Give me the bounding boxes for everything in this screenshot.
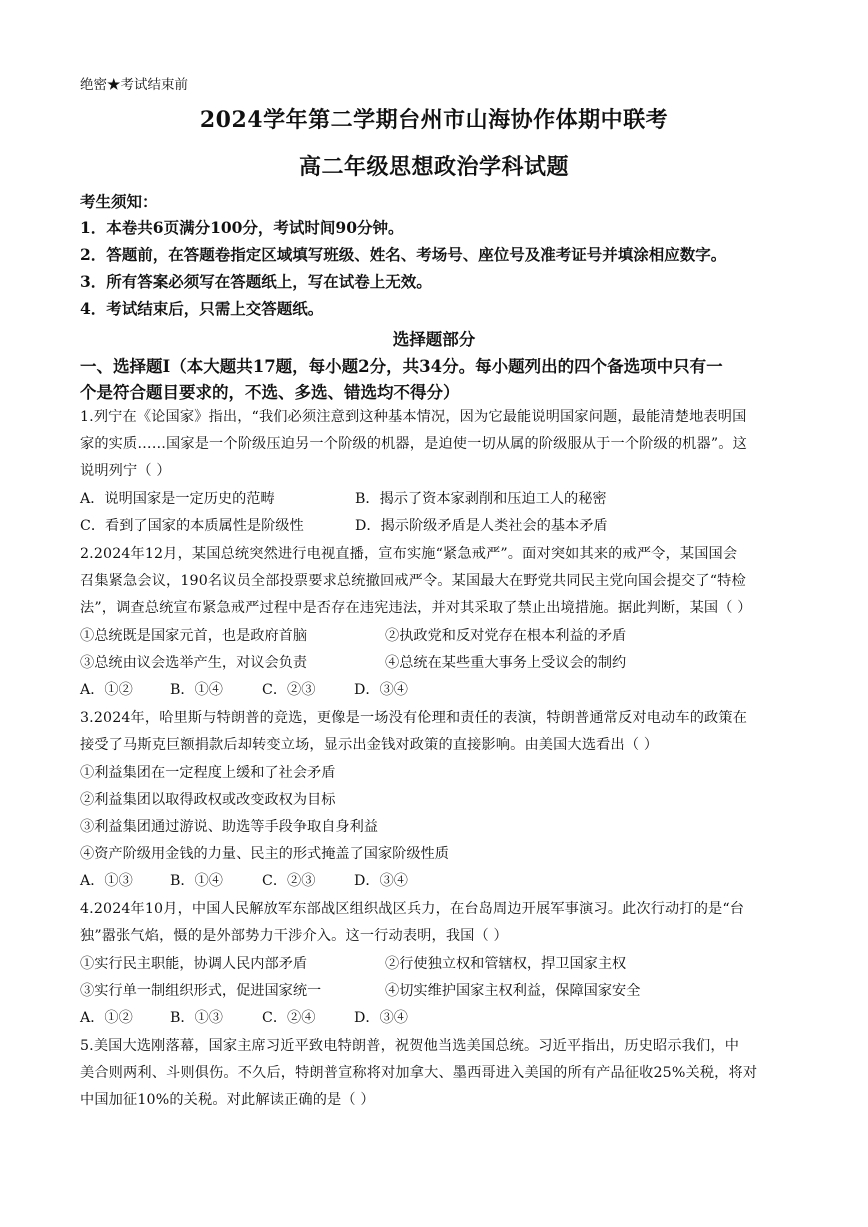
q4-item: ③实行单一制组织形式，促进国家统一 xyxy=(80,983,322,999)
q3-answer-a: A．①③ xyxy=(80,873,133,889)
q3-answer-b: B．①④ xyxy=(170,873,223,889)
section-heading-line: 个是符合题目要求的，不选、多选、错选均不得分） xyxy=(80,383,460,402)
q3-item: ④资产阶级用金钱的力量、民主的形式掩盖了国家阶级性质 xyxy=(80,846,449,862)
q2-answer-c: C．②③ xyxy=(262,682,316,698)
q1-option-c: C．看到了国家的本质属性是阶级性 xyxy=(80,518,304,534)
q2-answer-b: B．①④ xyxy=(170,682,223,698)
q4-answer-c: C．②④ xyxy=(262,1010,316,1026)
q3-item: ②利益集团以取得政权或改变政权为目标 xyxy=(80,792,336,808)
q2-answer-a: A．①② xyxy=(80,682,133,698)
part-title: 选择题部分 xyxy=(392,330,476,349)
q4-item: ②行使独立权和管辖权，捍卫国家主权 xyxy=(385,956,627,972)
q4-stem-line: 独”嚣张气焰，慑的是外部势力干涉介入。这一行动表明，我国（ ） xyxy=(80,928,508,944)
section-heading-line: 一、选择题Ⅰ（本大题共17题，每小题2分，共34分。每小题列出的四个备选项中只有一 xyxy=(80,357,723,376)
q3-item: ①利益集团在一定程度上缓和了社会矛盾 xyxy=(80,765,336,781)
notice-item: 4．考试结束后，只需上交答题纸。 xyxy=(80,299,324,318)
q2-answer-d: D．③④ xyxy=(354,682,408,698)
q1-stem-line: 家的实质……国家是一个阶级压迫另一个阶级的机器，是迫使一切从属的阶级服从于一个阶级的机器”。这 xyxy=(80,436,747,452)
q2-item: ①总统既是国家元首，也是政府首脑 xyxy=(80,628,308,644)
q2-stem-line: 法”，调查总统宣布紧急戒严过程中是否存在违宪违法，并对其采取了禁止出境措施。据此判断，某国（ ） xyxy=(80,600,752,616)
notice-item: 2．答题前，在答题卷指定区域填写班级、姓名、考场号、座位号及准考证号并填涂相应数字。 xyxy=(80,245,727,264)
confidential-label: 绝密★考试结束前 xyxy=(80,77,188,93)
q1-option-d: D．揭示阶级矛盾是人类社会的基本矛盾 xyxy=(355,518,608,534)
q1-option-a: A．说明国家是一定历史的范畴 xyxy=(80,491,275,507)
q3-answer-d: D．③④ xyxy=(354,873,408,889)
q2-item: ③总统由议会选举产生，对议会负责 xyxy=(80,655,308,671)
notice-item: 1．本卷共6页满分100分，考试时间90分钟。 xyxy=(80,218,404,237)
q1-stem-line: 说明列宁（ ） xyxy=(80,463,171,479)
notice-item: 3．所有答案必须写在答题纸上，写在试卷上无效。 xyxy=(80,272,432,291)
q4-answer-d: D．③④ xyxy=(354,1010,408,1026)
q1-stem-line: 1.列宁在《论国家》指出，“我们必须注意到这种基本情况，因为它最能说明国家问题，最能清楚地表明国 xyxy=(80,409,747,425)
q3-answer-c: C．②③ xyxy=(262,873,316,889)
q5-stem-line: 5.美国大选刚落幕，国家主席习近平致电特朗普，祝贺他当选美国总统。习近平指出，历史昭示我们，中 xyxy=(80,1038,740,1054)
q4-answer-a: A．①② xyxy=(80,1010,133,1026)
q4-answer-b: B．①③ xyxy=(170,1010,223,1026)
q2-stem-line: 2.2024年12月，某国总统突然进行电视直播，宣布实施“紧急戒严”。面对突如其来的戒严令，某国国会 xyxy=(80,546,738,562)
q1-option-b: B．揭示了资本家剥削和压迫工人的秘密 xyxy=(355,491,607,507)
notice-heading: 考生须知： xyxy=(80,192,158,211)
q2-item: ②执政党和反对党存在根本利益的矛盾 xyxy=(385,628,627,644)
q4-item: ①实行民主职能，协调人民内部矛盾 xyxy=(80,956,308,972)
q5-stem-line: 中国加征10%的关税。对此解读正确的是（ ） xyxy=(80,1092,375,1108)
q3-stem-line: 接受了马斯克巨额捐款后却转变立场，显示出金钱对政策的直接影响。由美国大选看出（ ） xyxy=(80,737,659,753)
q3-stem-line: 3.2024年，哈里斯与特朗普的竞选，更像是一场没有伦理和责任的表演，特朗普通常反对电动车的政策在 xyxy=(80,710,748,726)
q5-stem-line: 美合则两利、斗则俱伤。不久后，特朗普宣称将对加拿大、墨西哥进入美国的所有产品征收25%关税，将对 xyxy=(80,1065,758,1081)
exam-subtitle: 高二年级思想政治学科试题 xyxy=(298,154,569,180)
q4-stem-line: 4.2024年10月，中国人民解放军东部战区组织战区兵力，在台岛周边开展军事演习。此次行动打的是“台 xyxy=(80,901,745,917)
exam-title: 2024学年第二学期台州市山海协作体期中联考 xyxy=(199,107,669,133)
q4-item: ④切实维护国家主权利益，保障国家安全 xyxy=(385,983,641,999)
q2-item: ④总统在某些重大事务上受议会的制约 xyxy=(385,655,627,671)
q3-item: ③利益集团通过游说、助选等手段争取自身利益 xyxy=(80,819,378,835)
q2-stem-line: 召集紧急会议，190名议员全部投票要求总统撤回戒严令。某国最大在野党共同民主党向国会提交了“特检 xyxy=(80,573,746,589)
